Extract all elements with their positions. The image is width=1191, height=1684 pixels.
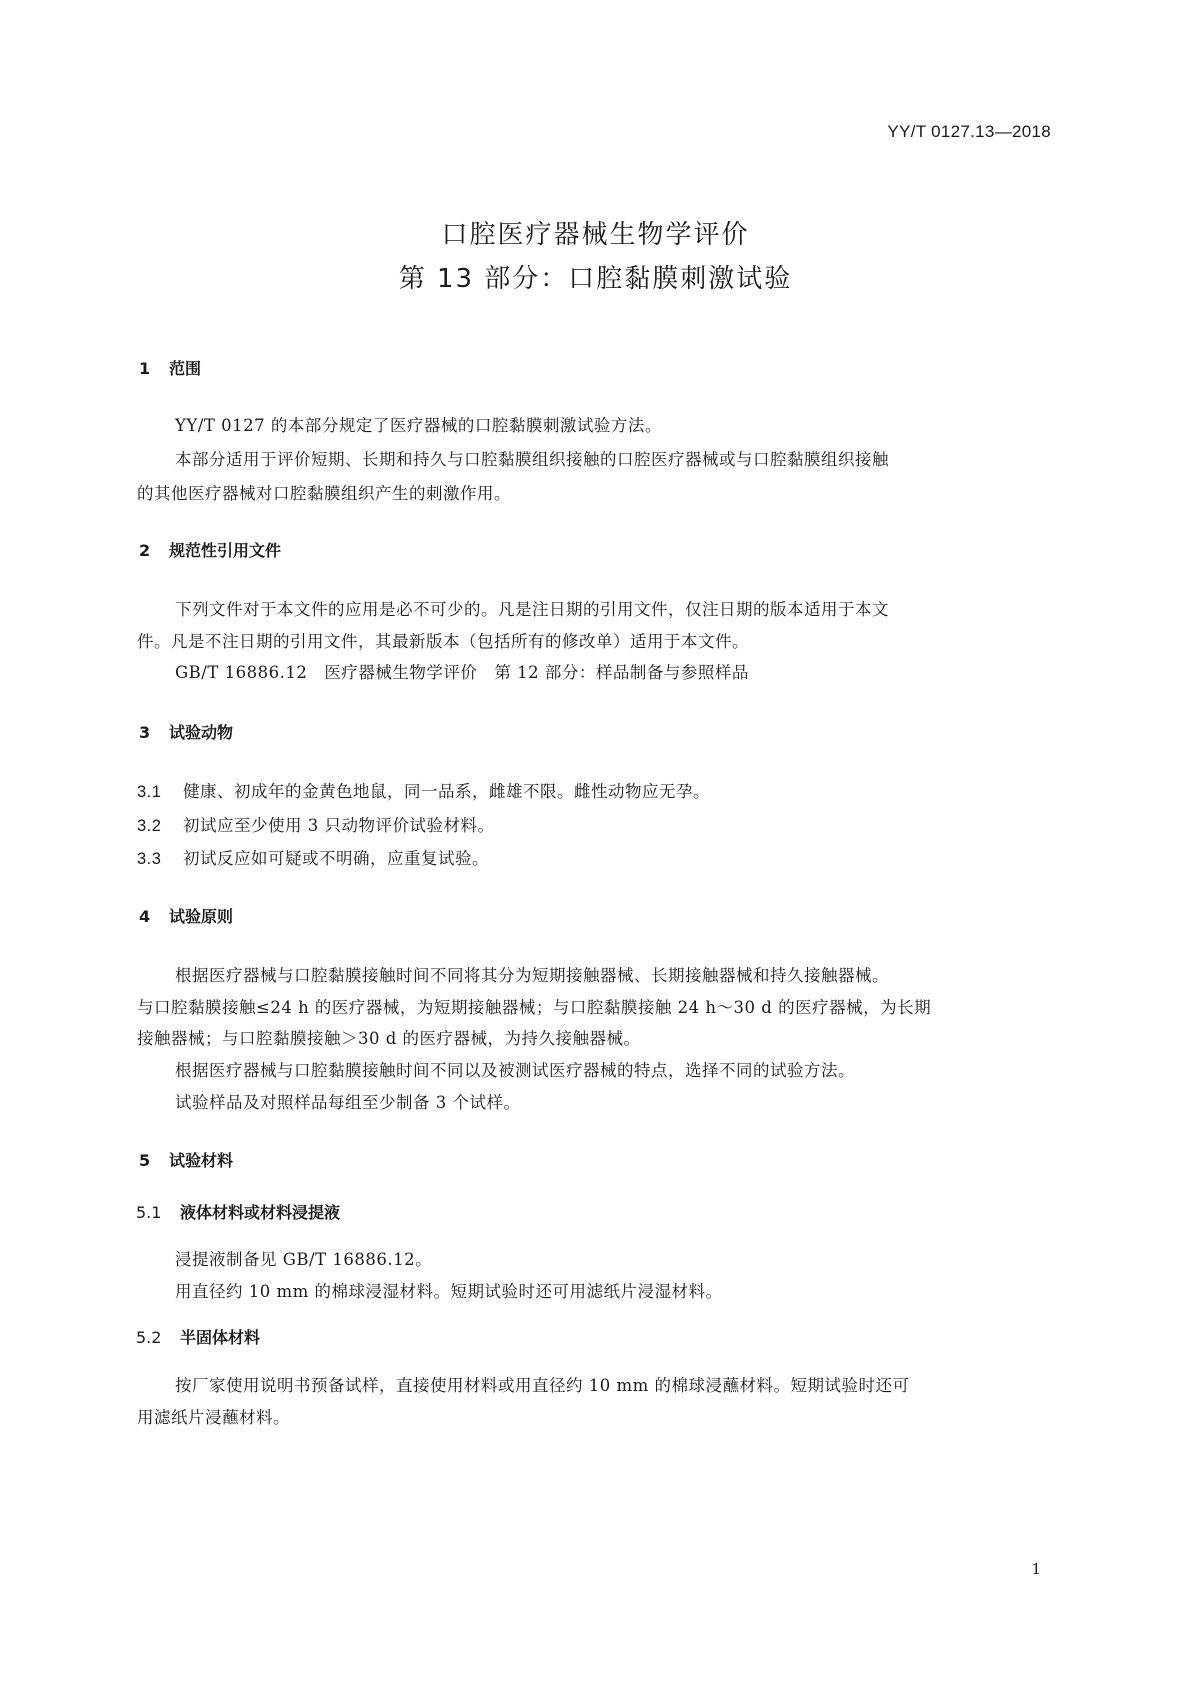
paragraph-continuation: 用滤纸片浸蘸材料。 [137, 1408, 290, 1427]
clause-number: 3.3 [137, 850, 162, 868]
section-title: 试验原则 [169, 907, 234, 926]
clause-text: 健康、初成年的金黄色地鼠，同一品系，雌雄不限。雌性动物应无孕。 [183, 782, 710, 801]
subsection-number: 5.1 [136, 1203, 162, 1222]
paragraph: 试验样品及对照样品每组至少制备 3 个试样。 [175, 1093, 521, 1112]
section-title: 范围 [169, 359, 202, 378]
section-number: 3 [139, 723, 151, 742]
section-4-heading [139, 904, 233, 927]
paragraph-continuation: 接触器械；与口腔黏膜接触＞30 d 的医疗器械，为持久接触器械。 [137, 1029, 641, 1048]
clause-item [137, 812, 495, 836]
clause-text: 初试应至少使用 3 只动物评价试验材料。 [183, 816, 495, 835]
paragraph: 根据医疗器械与口腔黏膜接触时间不同将其分为短期接触器械、长期接触器械和持久接触器械。 [175, 966, 889, 985]
section-5-heading [139, 1148, 233, 1171]
subsection-5-2-heading [136, 1325, 260, 1348]
section-title: 试验动物 [169, 723, 234, 742]
paragraph: YY/T 0127 的本部分规定了医疗器械的口腔黏膜刺激试验方法。 [175, 416, 662, 435]
paragraph: 浸提液制备见 GB/T 16886.12。 [175, 1250, 433, 1269]
section-number: 4 [139, 907, 151, 926]
paragraph-continuation: 与口腔黏膜接触≤24 h 的医疗器械，为短期接触器械；与口腔黏膜接触 24 h～30 d 的医疗器械，为长期 [137, 998, 932, 1017]
section-2-heading [139, 538, 281, 561]
subsection-number: 5.2 [136, 1328, 162, 1347]
section-3-heading [139, 720, 233, 743]
document-title: 口腔医疗器械生物学评价 [441, 220, 750, 250]
paragraph: 用直径约 10 mm 的棉球浸湿材料。短期试验时还可用滤纸片浸湿材料。 [175, 1282, 723, 1301]
section-1-heading [139, 356, 201, 379]
paragraph-continuation: 件。凡是不注日期的引用文件，其最新版本（包括所有的修改单）适用于本文件。 [137, 632, 749, 651]
subsection-5-1-heading [136, 1200, 340, 1223]
subsection-title: 液体材料或材料浸提液 [180, 1203, 341, 1222]
section-title: 规范性引用文件 [169, 541, 282, 560]
section-number: 2 [139, 541, 151, 560]
paragraph: 本部分适用于评价短期、长期和持久与口腔黏膜组织接触的口腔医疗器械或与口腔黏膜组织接触 [175, 450, 889, 469]
clause-text: 初试反应如可疑或不明确，应重复试验。 [183, 849, 489, 868]
paragraph: 按厂家使用说明书预备试样，直接使用材料或用直径约 10 mm 的棉球浸蘸材料。短期试验时还可 [175, 1376, 910, 1395]
section-number: 5 [139, 1151, 151, 1170]
clause-number: 3.1 [137, 783, 162, 801]
paragraph-continuation: 的其他医疗器械对口腔黏膜组织产生的刺激作用。 [137, 484, 511, 503]
page-number: 1 [1031, 1560, 1041, 1578]
paragraph: 根据医疗器械与口腔黏膜接触时间不同以及被测试医疗器械的特点，选择不同的试验方法。 [175, 1061, 855, 1080]
normative-reference: GB/T 16886.12 医疗器械生物学评价 第 12 部分：样品制备与参照样品 [175, 663, 749, 682]
document-subtitle: 第 13 部分：口腔黏膜刺激试验 [398, 264, 793, 294]
clause-item [137, 845, 489, 869]
clause-number: 3.2 [137, 817, 162, 835]
clause-item [137, 778, 710, 802]
standard-number: YY/T 0127.13—2018 [887, 122, 1051, 141]
paragraph: 下列文件对于本文件的应用是必不可少的。凡是注日期的引用文件，仅注日期的版本适用于本文 [175, 600, 889, 619]
subsection-title: 半固体材料 [180, 1328, 261, 1347]
section-number: 1 [139, 359, 151, 378]
section-title: 试验材料 [169, 1151, 234, 1170]
